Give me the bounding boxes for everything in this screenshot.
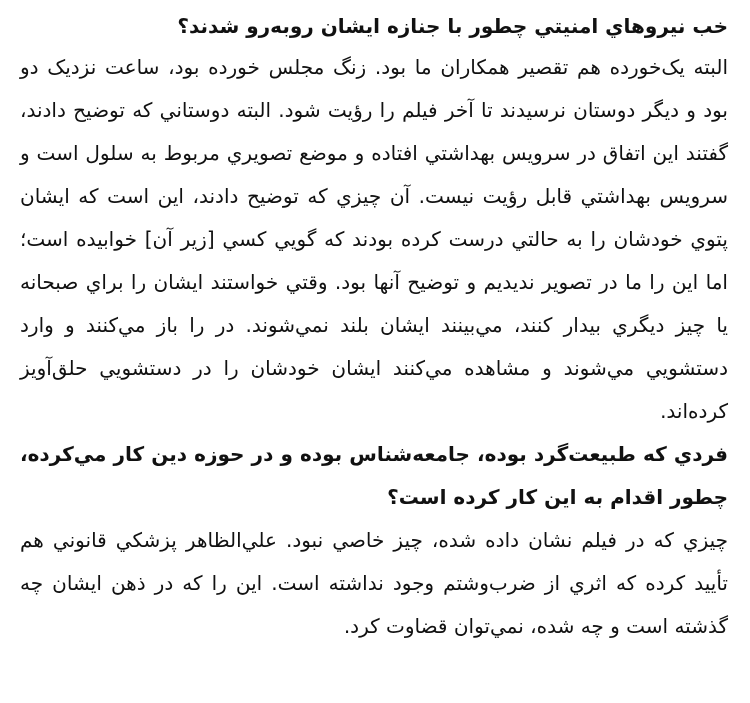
question-heading: فردي که طبيعت‌گرد بوده، جامعه‌شناس بوده و در حوزه دين کار مي‌کرده، چطور اقدام به اين کار کرده است؟ bbox=[20, 442, 728, 509]
answer-paragraph: البته يک‌خورده هم تقصير همکاران ما بود. زنگ مجلس خورده بود، ساعت نزديک دو بود و ديگر دوستان نرسيدند تا آخر فيلم را رؤيت شود. البته دوستاني که توضيح دادند، گفتند اين اتفاق در سرويس بهداشتي افتاده و موضع تصويري مربوط به سلول است و سرويس بهداشتي قابل رؤيت نيست. آن چيزي که توضيح دادند، اين است که ايشان پتوي خودشان را به حالتي درست کرده بودند که گويي کسي [زير آن] خوابيده است؛ اما اين را ما در تصوير نديديم و توضيح آنها بود. وقتي خواستند ايشان را براي صبحانه يا چيز ديگري بيدار کنند، مي‌بينند ايشان بلند نمي‌شوند. در را باز مي‌کنند و وارد دستشويي مي‌شوند و مشاهده مي‌کنند ايشان خودشان را در دستشويي حلق‌آويز کرده‌اند. bbox=[20, 55, 728, 423]
answer-paragraph: چيزي که در فيلم نشان داده شده، چيز خاصي نبود. علي‌الظاهر پزشکي قانوني هم تأييد کرده که اثري از ضرب‌وشتم وجود نداشته است. اين را که در ذهن ايشان چه گذشته است و چه شده، نمي‌توان قضاوت کرد. bbox=[20, 528, 728, 638]
question-heading: خب نيروهاي امنيتي چطور با جنازه ايشان روبه‌رو شدند؟ bbox=[177, 14, 728, 38]
